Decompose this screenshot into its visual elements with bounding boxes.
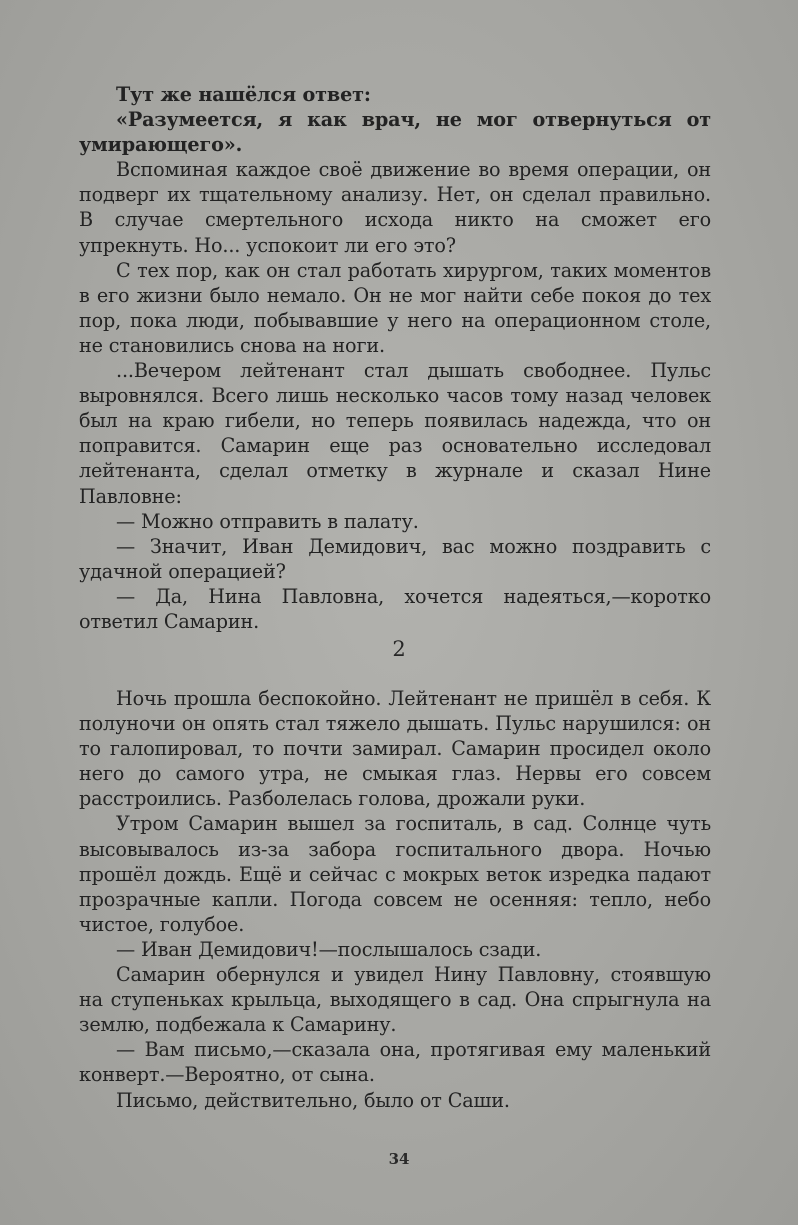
chapter-number: 2: [392, 637, 406, 661]
paragraph: Тут же нашёлся ответ:: [116, 83, 371, 106]
paragraph: «Разумеется, я как врач, не мог отвернуться от умирающего».: [79, 108, 711, 157]
text-section-1: [79, 82, 711, 634]
paragraph: — Да, Нина Павловна, хочется надеяться,—коротко ответил Самарин.: [79, 584, 711, 633]
paragraph: Вспоминая каждое своё движение во время операции, он подверг их тщательному анализу. Нет, он сделал правильно. В случае смертельного исхода никто на сможет его упрекнуть. Но... успокоит ли его это?: [79, 158, 711, 257]
paragraph: — Можно отправить в палату.: [116, 509, 419, 533]
paragraph: — Иван Демидович!—послышалось сзади.: [116, 937, 542, 961]
page-number: 34: [388, 1150, 410, 1168]
paragraph: ...Вечером лейтенант стал дышать свободнее. Пульс выровнялся. Всего лишь несколько часов тому назад человек был на краю гибели, но теперь появилась надежда, что он поправится. Самарин еще раз основательно исследовал лейтенанта, сделал отметку в журнале и сказал Нине Павловне:: [79, 359, 711, 508]
paragraph: Письмо, действительно, было от Саши.: [116, 1088, 510, 1112]
paragraph: Утром Самарин вышел за госпиталь, в сад. Солнце чуть высовывалось из-за забора госпитального двора. Ночью прошёл дождь. Ещё и сейчас с мокрых веток изредка падают прозрачные капли. Погода совсем не осенняя: тепло, небо чистое, голубое.: [79, 812, 711, 936]
paragraph: С тех пор, как он стал работать хирургом, таких моментов в его жизни было немало. Он не мог найти себе покоя до тех пор, пока люди, побывавшие у него на операционном столе, не становились снова на ноги.: [79, 258, 711, 357]
paragraph: Ночь прошла беспокойно. Лейтенант не пришёл в себя. К полуночи он опять стал тяжело дышать. Пульс нарушился: он то галопировал, то почти замирал. Самарин просидел около него до самого утра, не смыкая глаз. Нервы его совсем расстроились. Разболелась голова, дрожали руки.: [79, 687, 711, 811]
text-section-2: [79, 686, 711, 1113]
paragraph: — Вам письмо,—сказала она, протягивая ему маленький конверт.—Вероятно, от сына.: [79, 1038, 711, 1087]
paragraph: — Значит, Иван Демидович, вас можно поздравить с удачной операцией?: [79, 534, 711, 583]
paragraph: Самарин обернулся и увидел Нину Павловну, стоявшую на ступеньках крыльца, выходящего в сад. Она спрыгнула на землю, подбежала к Самарину.: [79, 963, 711, 1037]
